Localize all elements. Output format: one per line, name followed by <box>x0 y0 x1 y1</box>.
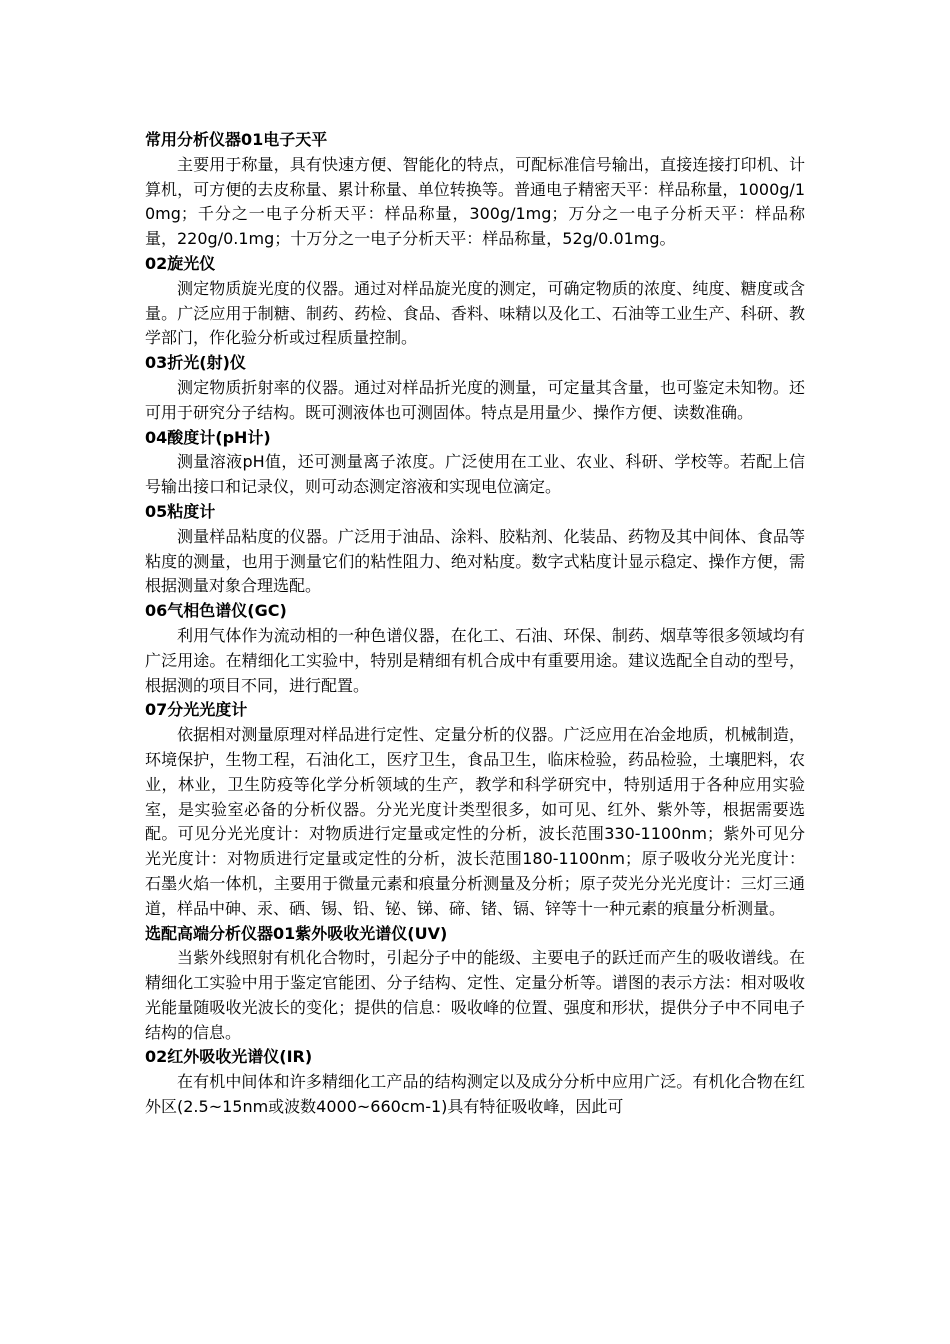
section-uv-spectrometer <box>145 922 805 1046</box>
section-heading: 07分光光度计 <box>145 700 248 720</box>
section-viscometer <box>145 500 805 599</box>
section-body: 利用气体作为流动相的一种色谱仪器，在化工、石油、环保、制药、烟草等很多领域均有广泛用途。在精细化工实验中，特别是精细有机合成中有重要用途。建议选配全自动的型号，根据测的项目不同，进行配置。 <box>145 625 805 695</box>
section-body: 在有机中间体和许多精细化工产品的结构测定以及成分分析中应用广泛。有机化合物在红外区(2.5~15nm或波数4000~660cm-1)具有特征吸收峰，因此可 <box>145 1072 805 1117</box>
section-heading: 02旋光仪 <box>145 253 216 273</box>
section-heading: 03折光(射)仪 <box>145 353 246 373</box>
section-heading: 06气相色谱仪(GC) <box>145 601 287 621</box>
section-heading: 04酸度计(pH计) <box>145 427 271 447</box>
section-body: 依据相对测量原理对样品进行定性、定量分析的仪器。广泛应用在冶金地质，机械制造，环境保护，生物工程，石油化工，医疗卫生，食品卫生，临床检验，药品检验，土壤肥料，农业，林业，卫生防疫等化学分析领域的生产，教学和科学研究中，特别适用于各种应用实验室，是实验室必备的分析仪器。分光光度计类型很多，如可见、红外、紫外等，根据需要选配。可见分光光度计：对物质进行定量或定性的分析，波长范围330-1100nm；紫外可见分光光度计：对物质进行定量或定性的分析，波长范围180-1100nm；原子吸收分光光度计：石墨火焰一体机，主要用于微量元素和痕量分析测量及分析；原子荧光分光光度计：三灯三通道，样品中砷、汞、硒、锡、铅、铋、锑、碲、锗、镉、锌等十一种元素的痕量分析测量。 <box>145 725 805 918</box>
section-heading: 常用分析仪器01电子天平 <box>145 130 328 149</box>
section-body: 测量溶液pH值，还可测量离子浓度。广泛使用在工业、农业、科研、学校等。若配上信号输出接口和记录仪，则可动态测定溶液和实现电位滴定。 <box>145 452 805 497</box>
section-body: 测量样品粘度的仪器。广泛用于油品、涂料、胶粘剂、化装品、药物及其中间体、食品等粘度的测量，也用于测量它们的粘性阻力、绝对粘度。数字式粘度计显示稳定、操作方便，需根据测量对象合理选配。 <box>145 526 805 596</box>
section-polarimeter <box>145 252 805 351</box>
section-heading: 选配高端分析仪器01紫外吸收光谱仪(UV) <box>145 923 448 943</box>
section-body: 当紫外线照射有机化合物时，引起分子中的能级、主要电子的跃迁而产生的吸收谱线。在精细化工实验中用于鉴定官能团、分子结构、定性、定量分析等。谱图的表示方法：相对吸收光能量随吸收光波长的变化；提供的信息：吸收峰的位置、强度和形状，提供分子中不同电子结构的信息。 <box>145 948 805 1042</box>
section-gas-chromatograph <box>145 599 805 698</box>
section-body: 主要用于称量，具有快速方便、智能化的特点，可配标准信号输出，直接连接打印机、计算机，可方便的去皮称量、累计称量、单位转换等。普通电子精密天平：样品称量，1000g/10mg；千分之一电子分析天平：样品称量，300g/1mg；万分之一电子分析天平：样品称量，220g/0.1mg；十万分之一电子分析天平：样品称量，52g/0.01mg。 <box>145 154 805 249</box>
section-ir-spectrometer <box>145 1045 805 1119</box>
document-page <box>145 128 805 1120</box>
section-heading: 02红外吸收光谱仪(IR) <box>145 1047 313 1067</box>
section-body: 测定物质折射率的仪器。通过对样品折光度的测量，可定量其含量，也可鉴定未知物。还可用于研究分子结构。既可测液体也可测固体。特点是用量少、操作方便、读数准确。 <box>145 377 805 422</box>
section-refractometer <box>145 351 805 425</box>
section-ph-meter <box>145 426 805 500</box>
section-electronic-balance <box>145 128 805 252</box>
section-spectrophotometer <box>145 698 805 921</box>
section-heading: 05粘度计 <box>145 501 216 521</box>
section-body: 测定物质旋光度的仪器。通过对样品旋光度的测定，可确定物质的浓度、纯度、糖度或含量。广泛应用于制糖、制药、药检、食品、香料、味精以及化工、石油等工业生产、科研、教学部门，作化验分析或过程质量控制。 <box>145 278 805 348</box>
